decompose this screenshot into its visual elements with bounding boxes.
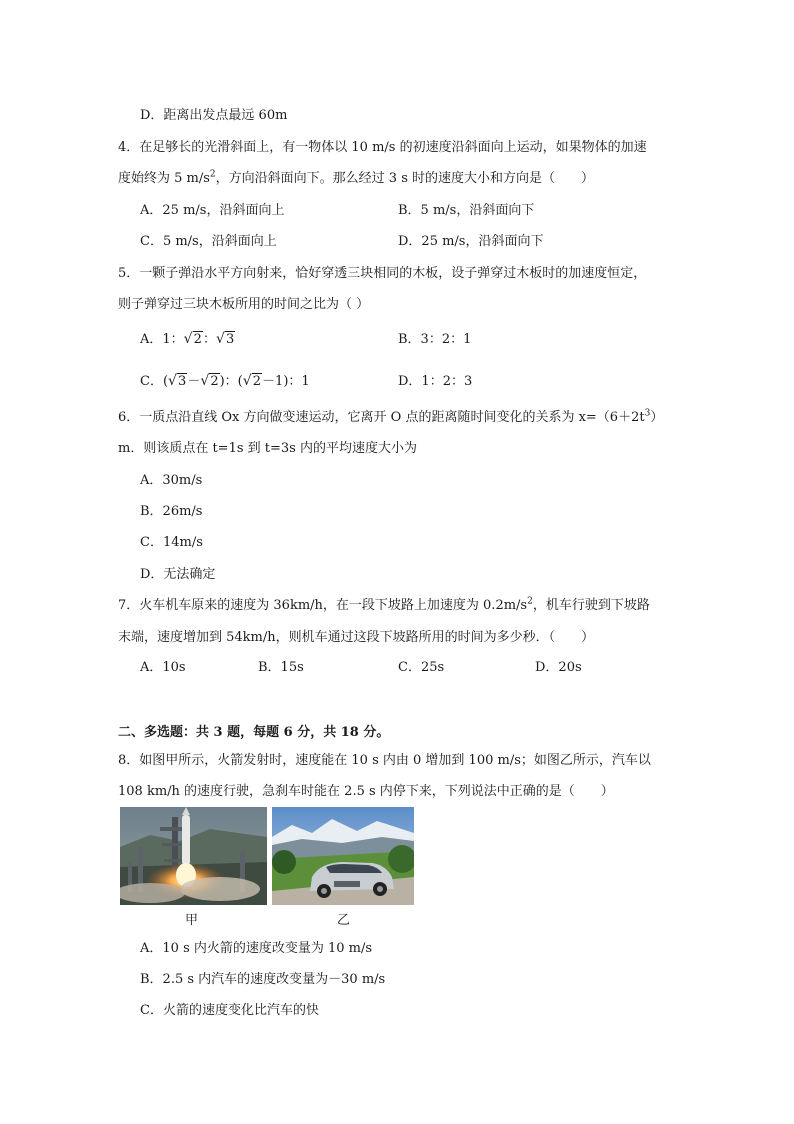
q7-stem-line1: 7．火车机车原来的速度为 36km/h，在一段下坡路上加速度为 $0.2m/s^2$，机车行驶到下坡路	[118, 596, 650, 613]
car-photo	[272, 807, 414, 905]
q6-stem-line2: m．则该质点在 t=1s 到 t=3s 内的平均速度大小为	[118, 441, 417, 456]
q6-option-d: D．无法确定	[140, 567, 216, 582]
q7-option-d: D．20s	[535, 660, 582, 675]
q4-stem-line1: 4．在足够长的光滑斜面上，有一物体以 10 m/s 的初速度沿斜面向上运动，如果物体的加速	[118, 140, 647, 155]
q7-option-b: B．15s	[258, 660, 304, 675]
q4-stem-line2: 度始终为 5 $m/s^2$，方向沿斜面向下。那么经过 3 s 时的速度大小和方向是（ ）	[118, 169, 594, 186]
q8-stem-line2: 108 km/h 的速度行驶，急刹车时能在 2.5 s 内停下来，下列说法中正确的是（ ）	[118, 784, 614, 799]
q8-stem-line1: 8．如图甲所示，火箭发射时，速度能在 10 s 内由 0 增加到 100 m/s；如图乙所示，汽车以	[118, 753, 651, 768]
q7-stem-line2: 末端，速度增加到 54km/h，则机车通过这段下坡路所用的时间为多少秒．（ ）	[118, 630, 595, 645]
q8-option-b: B．2.5 s 内汽车的速度改变量为－30 m/s	[140, 972, 386, 987]
q7-option-c: C．25s	[398, 660, 445, 675]
q6-option-a: A．30m/s	[140, 473, 203, 488]
rocket-launch-photo	[120, 807, 267, 905]
q5-stem-line1: 5．一颗子弹沿水平方向射来，恰好穿透三块相同的木板，设子弹穿过木板时的加速度恒定，	[118, 266, 647, 281]
q5-option-c: C．(√ 3－√ 2)：(√ 2－1)：1	[140, 370, 310, 389]
q7-option-a: A．10s	[140, 660, 186, 675]
q4-option-b: B．5 m/s，沿斜面向下	[398, 203, 535, 218]
q6-option-b: B．26m/s	[140, 504, 203, 519]
q6-stem-line1: 6．一质点沿直线 Ox 方向做变速运动，它离开 O 点的距离随时间变化的关系为 $x=(6+2t^3)$	[118, 408, 664, 425]
caption-jia: 甲	[185, 913, 199, 928]
q8-option-c: C．火箭的速度变化比汽车的快	[140, 1003, 319, 1018]
q4-option-d: D．25 m/s，沿斜面向下	[398, 234, 544, 249]
q5-option-b: B．3：2：1	[398, 332, 472, 347]
q4-option-c: C．5 m/s，沿斜面向上	[140, 234, 277, 249]
q8-option-a: A．10 s 内火箭的速度改变量为 10 m/s	[140, 941, 373, 956]
q4-option-a: A．25 m/s，沿斜面向上	[140, 203, 285, 218]
caption-yi: 乙	[337, 913, 351, 928]
q5-stem-line2: 则子弹穿过三块木板所用的时间之比为（ ）	[118, 297, 370, 312]
section-2-heading: 二、多选题：共 3 题，每题 6 分，共 18 分。	[118, 725, 390, 740]
q5-option-a: A．1：√ 2：√ 3	[140, 328, 235, 347]
q3-option-d: D．距离出发点最远 60m	[140, 108, 288, 123]
q5-option-d: D．1：2：3	[398, 374, 473, 389]
q6-option-c: C．14m/s	[140, 535, 203, 550]
